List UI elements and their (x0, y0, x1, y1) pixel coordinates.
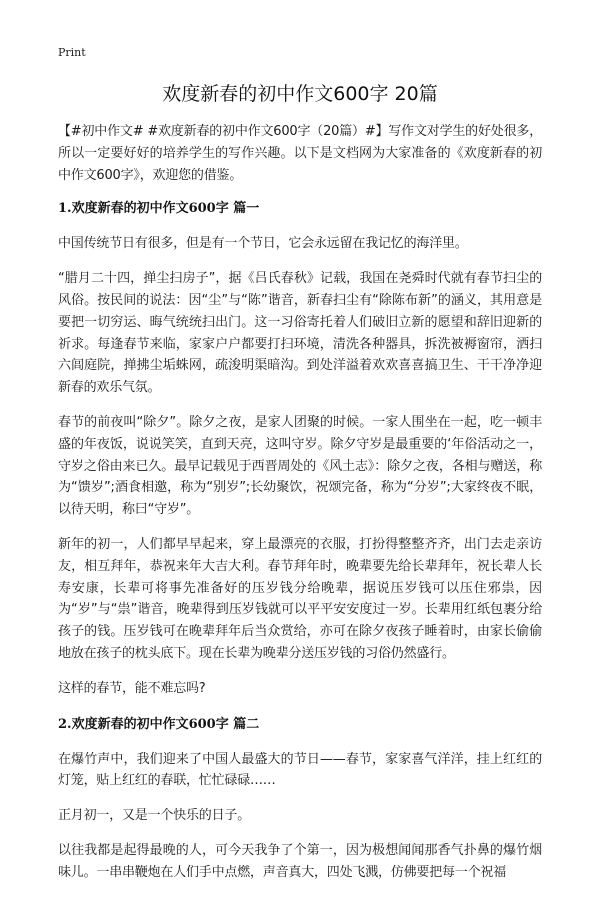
paragraph: 新年的初一，人们都早早起来，穿上最漂亮的衣服，打扮得整整齐齐，出门去走亲访友，相互拜年，恭祝来年大吉大利。春节拜年时，晚辈要先给长辈拜年，祝长辈人长寿安康，长辈可将事先准备好的压岁钱分给晚辈，据说压岁钱可以压住邪祟，因为“岁”与“祟”谐音，晚辈得到压岁钱就可以平平安安度过一岁。长辈用红纸包裹分给孩子的钱。压岁钱可在晚辈拜年后当众赏给，亦可在除夕夜孩子睡着时，由家长偷偷地放在孩子的枕头底下。现在长辈为晚辈分送压岁钱的习俗仍然盛行。 (58, 536, 542, 661)
paragraph: “腊月二十四，掸尘扫房子”，据《吕氏春秋》记载，我国在尧舜时代就有春节扫尘的风俗。按民间的说法：因“尘”与“陈”谐音，新春扫尘有“除陈布新”的涵义，其用意是要把一切穷运、晦气统统扫出门。这一习俗寄托着人们破旧立新的愿望和辞旧迎新的祈求。每逢春节来临，家家户户都要打扫环境，清洗各种器具，拆洗被褥窗帘，洒扫六闾庭院，掸拂尘垢蛛网，疏浚明渠暗沟。到处洋溢着欢欢喜喜搞卫生、干干净净迎新春的欢乐气氛。 (58, 271, 542, 396)
print-label[interactable]: Print (58, 46, 86, 59)
intro-paragraph: 【#初中作文# #欢度新春的初中作文600字（20篇）#】写作文对学生的好处很多，所以一定要好好的培养学生的写作兴趣。以下是文档网为大家准备的《欢度新春的初中作文600字》，欢迎您的借鉴。 (58, 124, 542, 183)
paragraph: 正月初一，又是一个快乐的日子。 (58, 808, 251, 824)
page-title: 欢度新春的初中作文600字 20篇 (162, 83, 438, 105)
paragraph: 中国传统节日有很多，但是有一个节日，它会永远留在我记忆的海洋里。 (58, 236, 468, 252)
article-body (58, 121, 542, 897)
paragraph: 在爆竹声中，我们迎来了中国人最盛大的节日——春节，家家喜气洋洋，挂上红红的灯笼，贴上红红的春联，忙忙碌碌…… (58, 751, 542, 789)
paragraph: 春节的前夜叫“除夕”。除夕之夜，是家人团聚的时候。一家人围坐在一起，吃一顿丰盛的年夜饭，说说笑笑，直到天亮，这叫守岁。除夕守岁是最重要的‘年俗活动之一，守岁之俗由来已久。最早记载见于西晋周处的《风土志》：除夕之夜，各相与赠送，称为“馈岁”;酒食相邀，称为“别岁”;长幼聚饮，祝颂完备，称为“分岁”;大家终夜不眠，以待天明，称曰“守岁”。 (58, 414, 542, 518)
paragraph: 这样的春节，能不难忘吗? (58, 680, 206, 696)
section-heading: 1.欢度新春的初中作文600字 篇一 (58, 201, 260, 217)
paragraph: 以往我都是起得最晚的人，可今天我争了个第一，因为极想闻闻那香气扑鼻的爆竹烟味儿。一串串鞭炮在人们手中点燃，声音真大，四处飞溅，仿佛要把每一个祝福 (58, 842, 542, 880)
section-heading: 2.欢度新春的初中作文600字 篇二 (58, 716, 260, 732)
